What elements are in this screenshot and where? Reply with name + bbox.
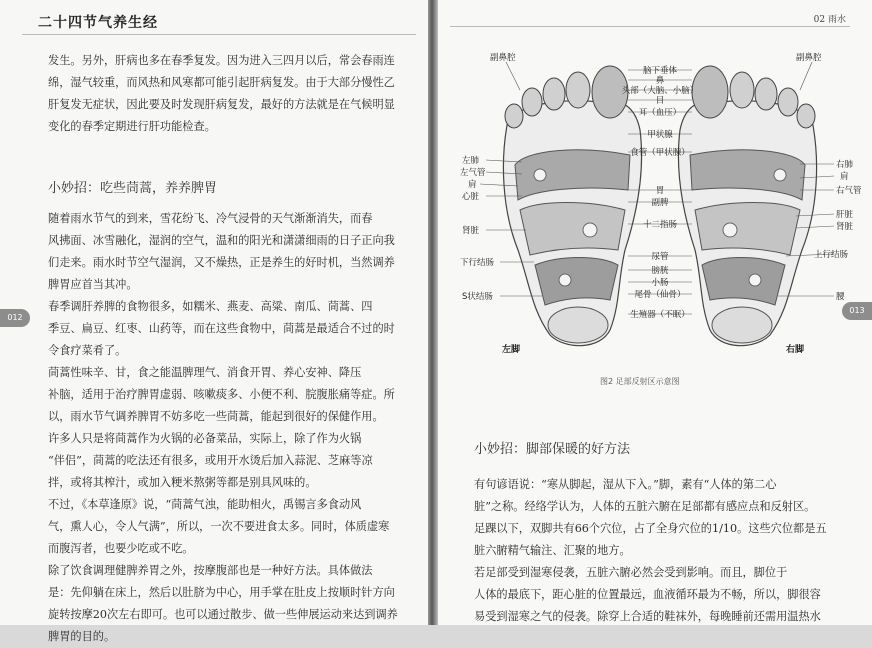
label-sinus-left: 副鼻腔: [490, 53, 516, 63]
text-line: 脾胃应首当其冲。: [48, 278, 138, 291]
body-text: [474, 474, 826, 628]
text-line: 足踝以下，双脚共有66个穴位，占了全身穴位的1/10。这些穴位都是五: [474, 522, 827, 535]
label-left-lung: 左肺: [462, 156, 480, 166]
text-line: 旋转按摩20次左右即可。也可以通过散步、做一些伸展运动来达到调养: [48, 608, 398, 621]
label-sinus-right: 副鼻腔: [796, 53, 822, 63]
text-line: 易受到湿寒之气的侵袭。除穿上合适的鞋袜外，每晚睡前还需用温热水: [474, 610, 821, 623]
label-bladder: 膀胱: [651, 266, 669, 276]
label-stomach: 胃: [655, 186, 665, 196]
text-line: 季豆、扁豆、红枣、山药等，而在这些食物中，茼蒿是最适合不过的时: [48, 322, 395, 335]
header-rule: [22, 34, 416, 35]
label-waist: 腰: [836, 292, 845, 302]
label-right-foot: 右脚: [786, 345, 805, 355]
text-line: 令食疗菜肴了。: [48, 344, 127, 357]
running-head-left: 二十四节气养生经: [38, 15, 158, 31]
text-line: 脏六腑精气输注、汇聚的地方。: [474, 544, 631, 557]
text-line: 变化的春季定期进行肝功能检查。: [48, 120, 216, 133]
label-left-foot: 左脚: [502, 345, 521, 355]
text-line: 不过，《本草逢原》说，“茼蒿气浊，能助相火，禹锡言多食动风: [48, 498, 362, 511]
text-line: 许多人只是将茼蒿作为火锅的必备菜品，实际上，除了作为火锅: [48, 432, 362, 445]
text-line: 春季调肝养脾的食物很多，如糯米、燕麦、高粱、南瓜、茼蒿、四: [48, 300, 373, 313]
label-descending-colon: 下行结肠: [460, 258, 495, 268]
label-heart: 心脏: [462, 192, 480, 202]
label-left-trachea: 左气管: [460, 168, 486, 178]
header-rule: [450, 26, 850, 27]
text-line: 风拂面、冰雪融化，湿润的空气，温和的阳光和潇潇细雨的日子正向我: [48, 234, 395, 247]
label-esophagus: 食管（甲状腺）: [630, 148, 690, 158]
page-number-tab: 012: [0, 309, 30, 327]
label-small-intestine: 小肠: [651, 278, 669, 288]
text-line: “伴侣”，茼蒿的吃法还有很多，或用开水烫后加入蒜泥、芝麻等凉: [48, 454, 373, 467]
label-coccyx: 尾骨（仙骨）: [634, 290, 686, 300]
text-line: 脏”之称。经络学认为，人体的五脏六腑在足部都有感应点和反射区。: [474, 500, 816, 513]
text-line: 肝复发无症状，因此要及时发现肝病复发，最好的方法就是在气候明显: [48, 98, 395, 111]
text-line: 补脑，适用于治疗脾胃虚弱、咳嗽痰多、小便不利、脘腹胀痛等症。所: [48, 388, 395, 401]
label-liver: 肝脏: [836, 210, 854, 220]
text-line: 茼蒿性味辛、甘，食之能温脾理气、消食开胃、养心安神、降压: [48, 366, 362, 379]
book-spine: [428, 0, 438, 625]
text-line: 脾胃的目的。: [48, 630, 116, 643]
text-line: 人体的最底下，距心脏的位置最远，血液循环最为不畅，所以，脚很容: [474, 588, 821, 601]
right-page: [438, 0, 872, 625]
label-shoulder-right: 肩: [840, 172, 849, 182]
text-line: 以，雨水节气调养脾胃不妨多吃一些茼蒿，能起到很好的保健作用。: [48, 410, 384, 423]
section-heading: 小妙招：脚部保暖的好方法: [474, 442, 631, 457]
text-line: 随着雨水节气的到来，雪花纷飞、冷气浸骨的天气渐渐消失，而春: [48, 212, 373, 225]
label-shoulder-left: 肩: [468, 180, 477, 190]
label-right-lung: 右肺: [836, 160, 854, 170]
text-line: 而腹泻者，也要少吃或不吃。: [48, 542, 194, 555]
label-thyroid: 甲状腺: [647, 130, 673, 140]
foot-reflexology-figure: [460, 50, 860, 370]
page-number-tab: 013: [842, 302, 872, 320]
text-line: 除了饮食调理健脾养胃之外，按摩腹部也是一种好方法。具体做法: [48, 564, 373, 577]
text-line: 拌，或将其榨汁，或加入粳米熬粥等都是别具风味的。: [48, 476, 317, 489]
label-pituitary: 脑下垂体: [642, 66, 678, 76]
label-head: 头部（大脑、小脑）: [621, 86, 699, 96]
label-nose: 鼻: [655, 76, 665, 86]
label-accessory-spleen: 副脾: [651, 198, 669, 208]
figure-caption: 图2 足部反射区示意图: [600, 377, 680, 386]
body-text: [48, 208, 398, 648]
left-foot-illustration: [503, 66, 641, 346]
label-ear: 耳（血压）: [638, 108, 682, 118]
label-duodenum: 十二指肠: [642, 220, 678, 230]
text-line: 若足部受到湿寒侵袭，五脏六腑必然会受到影响。而且，脚位于: [474, 566, 788, 579]
running-head-right: 02 雨水: [813, 15, 846, 25]
right-foot-illustration: [678, 66, 816, 346]
label-ascending-colon: 上行结肠: [814, 250, 849, 260]
label-kidney-left: 肾脏: [462, 226, 480, 236]
text-line: 发生。另外，肝病也多在春季复发。因为进入三四月以后，常会春雨连: [48, 54, 395, 67]
label-right-trachea: 右气管: [836, 186, 862, 196]
label-reproductive: 生殖器（不眠）: [630, 310, 690, 320]
text-line: 气，熏人心，令人气满”，所以，一次不要进食太多。同时，体质虚寒: [48, 520, 390, 533]
label-kidney-right: 肾脏: [836, 222, 854, 232]
left-page: [0, 0, 428, 643]
label-eye: 目: [655, 96, 665, 106]
intro-paragraph: [48, 50, 398, 138]
text-line: 绵，湿气较重，而风热和风寒都可能引起肝病复发。由于大部分慢性乙: [48, 76, 395, 89]
text-line: 有句谚语说：“寒从脚起，湿从下入。”脚，素有“人体的第二心: [474, 478, 777, 491]
section-heading: 小妙招：吃些茼蒿，养养脾胃: [48, 181, 218, 196]
text-line: 是：先仰躺在床上，然后以肚脐为中心，用手掌在肚皮上按顺时针方向: [48, 586, 395, 599]
label-sigmoid-colon: S状结肠: [462, 292, 493, 302]
label-ureter: 尿管: [651, 252, 669, 262]
text-line: 们走来。雨水时节空气湿润，又不燥热，正是养生的好时机，当然调养: [48, 256, 395, 269]
